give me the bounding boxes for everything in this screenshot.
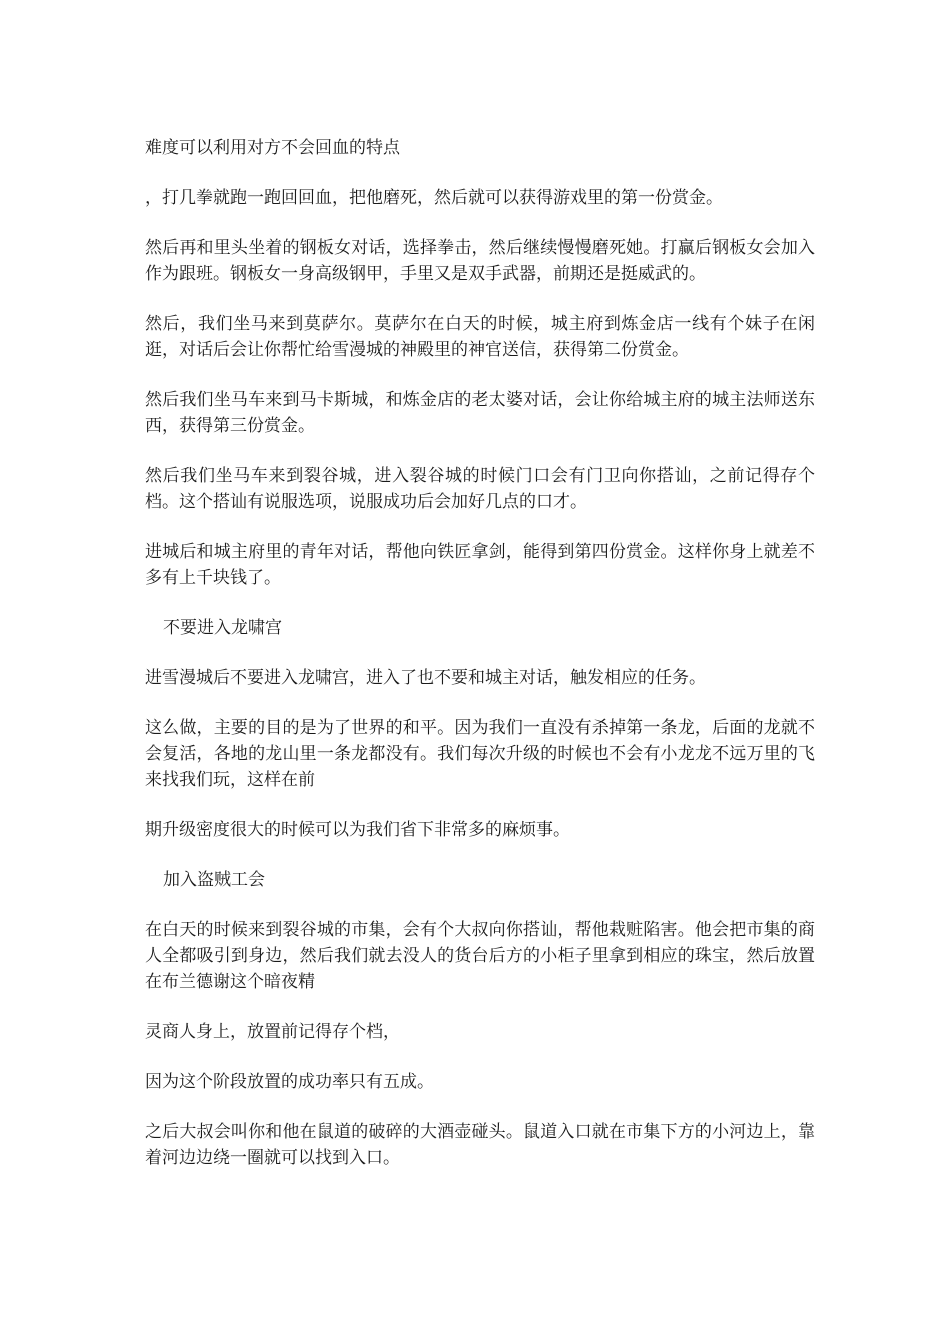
paragraph: ，打几拳就跑一跑回回血，把他磨死，然后就可以获得游戏里的第一份赏金。 (145, 188, 723, 208)
section-heading: 不要进入龙啸宫 (163, 618, 282, 638)
paragraph: 然后再和里头坐着的钢板女对话，选择拳击，然后继续慢慢磨死她。打赢后钢板女会加入作为跟班。钢板女一身高级钢甲，手里又是双手武器，前期还是挺威武的。 (145, 238, 815, 284)
section-heading: 加入盗贼工会 (163, 870, 265, 890)
paragraph: 然后我们坐马车来到马卡斯城，和炼金店的老太婆对话，会让你给城主府的城主法师送东西，获得第三份赏金。 (145, 390, 815, 436)
paragraph: 然后我们坐马车来到裂谷城，进入裂谷城的时候门口会有门卫向你搭讪，之前记得存个档。这个搭讪有说服选项，说服成功后会加好几点的口才。 (145, 466, 815, 512)
paragraph: 之后大叔会叫你和他在鼠道的破碎的大酒壶碰头。鼠道入口就在市集下方的小河边上，靠着河边边绕一圈就可以找到入口。 (145, 1122, 815, 1168)
document-body (145, 135, 815, 1195)
paragraph: 进雪漫城后不要进入龙啸宫，进入了也不要和城主对话，触发相应的任务。 (145, 668, 706, 688)
paragraph: 这么做，主要的目的是为了世界的和平。因为我们一直没有杀掉第一条龙，后面的龙就不会复活，各地的龙山里一条龙都没有。我们每次升级的时候也不会有小龙龙不远万里的飞来找我们玩，这样在前 (145, 718, 815, 790)
paragraph: 进城后和城主府里的青年对话，帮他向铁匠拿剑，能得到第四份赏金。这样你身上就差不多有上千块钱了。 (145, 542, 815, 588)
paragraph: 灵商人身上，放置前记得存个档， (145, 1022, 400, 1042)
paragraph: 因为这个阶段放置的成功率只有五成。 (145, 1072, 434, 1092)
paragraph: 难度可以利用对方不会回血的特点 (145, 138, 400, 158)
paragraph: 在白天的时候来到裂谷城的市集，会有个大叔向你搭讪，帮他栽赃陷害。他会把市集的商人全都吸引到身边，然后我们就去没人的货台后方的小柜子里拿到相应的珠宝，然后放置在布兰德谢这个暗夜精 (145, 920, 815, 992)
paragraph: 期升级密度很大的时候可以为我们省下非常多的麻烦事。 (145, 820, 570, 840)
paragraph: 然后，我们坐马来到莫萨尔。莫萨尔在白天的时候，城主府到炼金店一线有个妹子在闲逛，对话后会让你帮忙给雪漫城的神殿里的神官送信，获得第二份赏金。 (145, 314, 815, 360)
